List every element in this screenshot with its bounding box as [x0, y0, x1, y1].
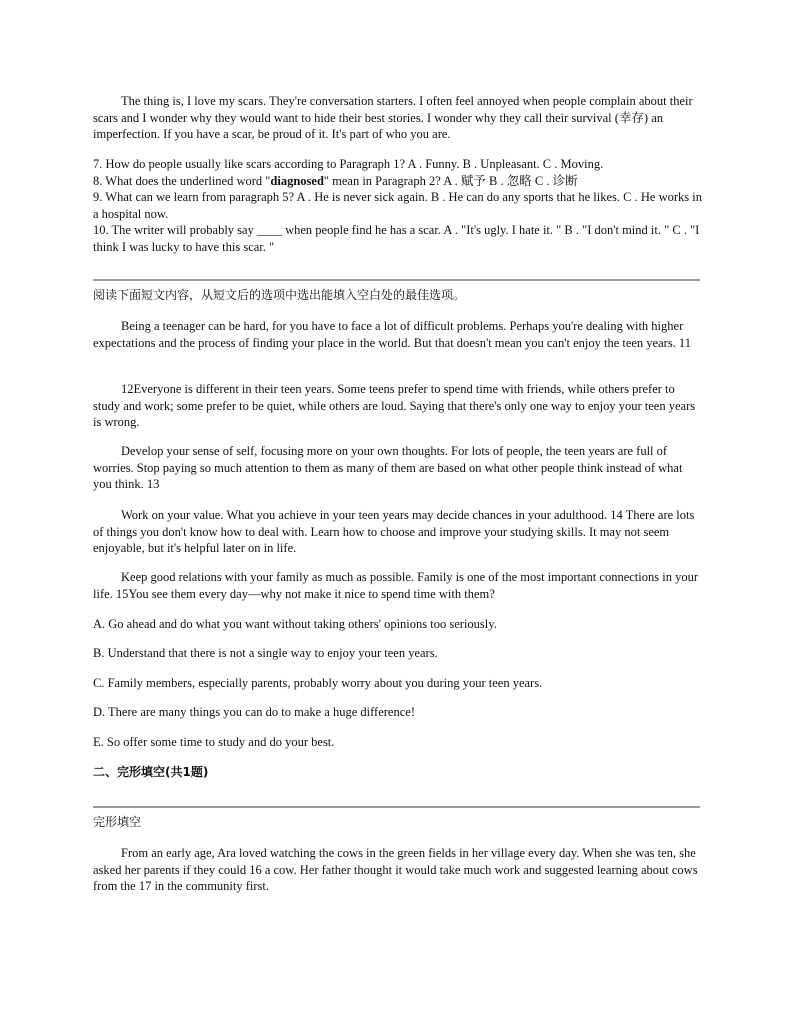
question-7: 7. How do people usually like scars according to Paragraph 1? A . Funny. B . Unpleasant. C . Moving. [93, 157, 604, 171]
question-8-suffix: " mean in Paragraph 2? A . 赋予 B . 忽略 C . 诊断 [323, 173, 578, 188]
section-divider-2 [93, 806, 700, 808]
question-8 [93, 173, 703, 190]
reading-instruction [93, 287, 703, 304]
reading-paragraph-1: Being a teenager can be hard, for you have to face a lot of difficult problems. Perhaps you're dealing with higher expectations and the process of finding your place in the world. But that doesn't mean you can't enjoy the teen years. 11 [93, 319, 691, 350]
underlined-word: diagnosed [270, 173, 324, 188]
question-10: 10. The writer will probably say ____ when people find he has a scar. A . "It's ugly. I hate it. " B . "I don't mind it. " C . "I think I was lucky to have this scar. " [93, 223, 700, 254]
reading-paragraph-4: Work on your value. What you achieve in your teen years may decide chances in your adulthood. 14 There are lots of things you don't know how to deal with. Learn how to choose and improve your studying skills. It may not seem enjoyable, but it's helpful later on in life. [93, 508, 695, 555]
passage-paragraph [93, 93, 703, 143]
option-e: E. So offer some time to study and do your best. [93, 735, 335, 749]
question-9: 9. What can we learn from paragraph 5? A . He is never sick again. B . He can do any sports that he likes. C . He works in a hospital now. [93, 190, 702, 221]
reading-instruction-text: 阅读下面短文内容，从短文后的选项中选出能填入空白处的最佳选项。 [93, 288, 466, 302]
cloze-heading: 二、完形填空(共1题) [93, 765, 209, 779]
reading-paragraph-2: 12Everyone is different in their teen years. Some teens prefer to spend time with friends, while others prefer to study and work; some prefer to be quiet, while others are loud. Saying that there's only one way to enjoy your teen years is wrong. [93, 382, 696, 429]
option-b: B. Understand that there is not a single way to enjoy your teen years. [93, 646, 438, 660]
section-divider [93, 279, 700, 281]
cloze-label: 完形填空 [93, 815, 142, 829]
question-list [93, 156, 703, 255]
option-d: D. There are many things you can do to make a huge difference! [93, 705, 415, 719]
option-c: C. Family members, especially parents, probably worry about you during your teen years. [93, 676, 543, 690]
reading-paragraph-3: Develop your sense of self, focusing more on your own thoughts. For lots of people, the teen years are full of worries. Stop paying so much attention to them as many of them are based on what other people think instead of what you think. 13 [93, 444, 683, 491]
question-8-prefix: 8. What does the underlined word " [93, 173, 271, 188]
option-a: A. Go ahead and do what you want without taking others' opinions too seriously. [93, 617, 497, 631]
passage-text: The thing is, I love my scars. They're conversation starters. I often feel annoyed when people complain about their scars and I wonder why they would want to hide their best stories. I wonder why they call their survival (幸存) an imperfection. If you have a scar, be proud of it. It's part of who you are. [93, 94, 693, 141]
reading-paragraph-5: Keep good relations with your family as much as possible. Family is one of the most important connections in your life. 15You see them every day—why not make it nice to spend time with them? [93, 570, 698, 601]
cloze-paragraph-1: From an early age, Ara loved watching the cows in the green fields in her village every day. When she was ten, she asked her parents if they could 16 a cow. Her father thought it would take much work and suggested learning about cows from the 17 in the community first. [93, 846, 698, 893]
